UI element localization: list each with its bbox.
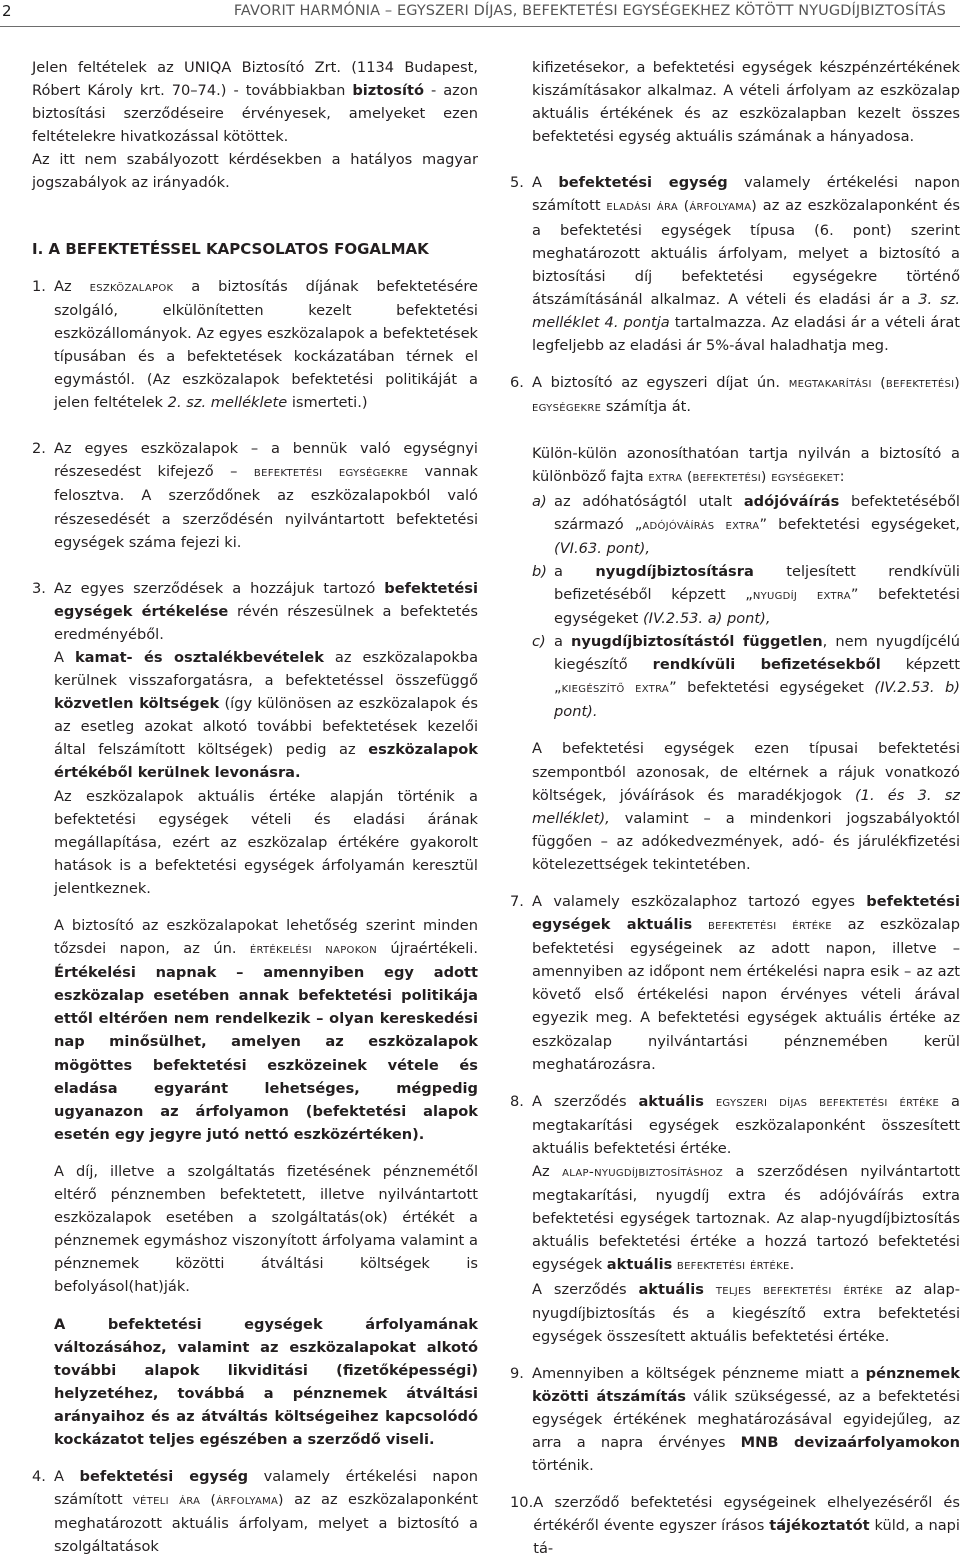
definition-item-7: 7. A valamely eszközalaphoz tartozó egyes befektetési egységek aktuális befektetési értéke az eszközalap befektetési egységeinek az adott napon, illetve – amennyiben az időpont nem értékelési napra esik – az azt követő első értékelési napon érvényes vételi árával egyezik meg. A befektetési egységek aktuális értéke az eszközalap nyilvántartási pénznemében kerül meghatározásra. [510, 893, 960, 1073]
definition-item-4: 4. A befektetési egység valamely értékelési napon számított vételi ára (árfolyama) az az eszközalaponként meghatározott aktuális árfolyam, melyet a biztosító a szolgáltatások [32, 1468, 478, 1556]
right-column [510, 56, 960, 1561]
page-header [0, 0, 960, 27]
definition-item-2: 2. Az egyes eszközalapok – a bennük való egységnyi részesedést kifejező – befektetési egységekre vannak felosztva. A szerződőnek az eszközalapokból való részesedését a szerződésén nyilvántartott befektetési egységek száma fejezi ki. [32, 440, 478, 551]
intro-paragraph-2: Az itt nem szabályozott kérdésekben a hatályos magyar jogszabályok az irányadók. [32, 151, 478, 192]
definition-item-1: 1. Az eszközalapok a biztosítás díjának befektetésére szolgáló, elkülönítetten kezelt befektetési eszközállományok. Az egyes eszközalapok a befektetések típusában és a befektetések kockázatában térnek el egymástól. (Az eszközalapok befektetési politikáját a jelen feltételek 2. sz. melléklete ismerteti.) [32, 277, 478, 412]
definition-item-3: 3. Az egyes szerződések a hozzájuk tartozó befektetési egységek értékelése révén részesülnek a befektetés eredményéből. A kamat- és osztalékbevételek az eszközalapokba kerülnek visszaforgatásra, a befektetéssel összefüggő közvetlen költségek (így különösen az eszközalapok és az esetleg azokat alkotó további befektetések kezelői által felszámított költségek) pedig az eszközalapok értékéből kerülnek levonásra. Az eszközalapok aktuális értéke alapján történik a befektetési egységek vételi és eladási árának megállapítása, ezért az eszközalap értékére gyakorolt hatások is a befektetési egységek árfolyamán keresztül jelentkeznek. A biztosító az eszközalapokat lehetőség szerint minden tőzsdei napon, az ún. értékelési napokon újraértékeli. Értékelési napnak – amennyiben egy adott eszközalap esetében annak befektetési politikája ettől eltérően nem rendelkezik – olyan kereskedési nap minősülhet, amelyen az eszközalapok mögöttes befektetési eszközeinek vétele és eladása egyaránt lehetséges, mégpedig ugyanazon az árfolyamon (befektetési alapok esetén egy jegyre jutó nettó eszközértéken). A díj, illetve a szolgáltatás fizetésének pénznemétől eltérő pénznemben befektetett, illetve nyilvántartott eszközalapok esetében a szolgáltatás(ok) értékét a pénznemek egymáshoz viszonyított árfolyama valamint a pénznemek közötti átváltási költségek is befolyásol(hat)ják. A befektetési egységek árfolyamának változásához, valamint az eszközalapokat alkotó további alapok likviditási (fizetőképességi) helyzetéhez, továbbá a pénznemek átváltási arányaihoz és az átváltás költségeihez kapcsolódó kockázatot teljes egészében a szerződő viseli. [32, 579, 479, 1448]
definition-item-8: 8. A szerződés aktuális egyszeri díjas befektetési értéke a megtakarítási egységek eszközalaponként összesített aktuális befektetési értéke. Az alap-nyugdíjbiztosításhoz a szerződésen nyilvántartott megtakarítási, nyugdíj extra és adójóváírás extra befektetési egységek tartoznak. Az alap-nyugdíjbiztosítás aktuális befektetési értéke a hozzá tartozó befektetési egységek aktuális befektetési értéke. A szerződés aktuális teljes befektetési értéke az alap-nyugdíjbiztosítás és a kiegészítő extra befektetési egységek összesített aktuális befektetési értéke. [510, 1092, 960, 1345]
page-number: 2 [2, 2, 12, 20]
definition-item-10: 10. A szerződő befektetési egységeinek elhelyezéséről és értékéről évente egyszer írásos tájékoztatót küld, a napi tá- [510, 1494, 960, 1558]
subitem-a: a) az adóhatóságtól utalt adójóváírás befektetéséből származó „adójóváírás extra” befektetési egységeket, (VI.63. pont), [532, 492, 960, 557]
definition-item-6: 6. A biztosító az egyszeri díjat ún. megtakarítási (befektetési) egységekre számítja át. Külön-külön azonosíthatóan tartja nyilván a biztosító a különböző fajta extra (befektetési) egységeket: a) az adóhatóságtól utalt adójóváírás befektetéséből származó „adójóváírás extra” befektetési egységeket, (VI.63. pont), b) a nyugdíjbiztosításra teljesített rendkívüli befizetéséből képzett „nyugdíj extra” befektetési egységeket (IV.2.53. a) pont), c) a nyugdíjbiztosítástól független, nem nyugdíjcélú kiegészítő rendkívüli befizetésekből képzett „kiegészítő extra” befektetési egységeket (IV.2.53. b) pont). A befektetési egységek ezen típusai befektetési szempontból azonosak, de eltérnek a rájuk vonatkozó költségek, jóváírások és maradékjogok (1. és 3. sz melléklet), valamint – a mindenkori jogszabályoktól függően – az adókedvezmények, adó- és járulékfizetési kötelezettségek tekintetében. [510, 374, 960, 873]
subitem-c: c) a nyugdíjbiztosítástól független, nem nyugdíjcélú kiegészítő rendkívüli befizetésekből képzett „kiegészítő extra” befektetési egységeket (IV.2.53. b) pont). [532, 633, 960, 721]
definition-item-5: 5. A befektetési egység valamely értékelési napon számított eladási ára (árfolyama) az az eszközalaponként és a befektetési egységek típusa (6. pont) szerint meghatározott aktuális árfolyam, melyet a biztosító a biztosítási díj befektetési egységekre történő átszámításánál alkalmaz. A vételi és eladási ár a 3. sz. melléklet 4. pontja tartalmazza. Az eladási ár a vételi árat legfeljebb az eladási ár 5%-ával haladhatja meg. [510, 174, 960, 355]
subitem-b: b) a nyugdíjbiztosításra teljesített rendkívüli befizetéséből képzett „nyugdíj extra” befektetési egységeket (IV.2.53. a) pont), [532, 562, 960, 627]
running-title: FAVORIT HARMÓNIA – EGYSZERI DÍJAS, BEFEKTETÉSI EGYSÉGEKHEZ KÖTÖTT NYUGDÍJBIZTOSÍTÁS [233, 3, 946, 19]
section-heading: I. A BEFEKTETÉSSEL KAPCSOLATOS FOGALMAK [32, 239, 429, 258]
definition-item-4-continued: kifizetésekor, a befektetési egységek készpénzértékének kiszámításakor alkalmaz. A vételi árfolyam az eszközalap aktuális értékének és az eszközalapban kezelt összes befektetési egység aktuális számának a hányadosa. [532, 59, 960, 146]
intro-paragraph-1: Jelen feltételek az UNIQA Biztosító Zrt. (1134 Budapest, Róbert Károly krt. 70–74.) - továbbiakban biztosító - azon biztosítási szerződéseire érvényesek, amelyeket ezen feltételekre hivatkozással kötöttek. [32, 59, 478, 146]
definition-item-9: 9. Amennyiben a költségek pénzneme miatt a pénznemek közötti átszámítás válik szükségessé, az a befektetési egységek értékének meghatározásával egyidejűleg, az arra a napra érvényes MNB devizaárfolyamokon történik. [510, 1364, 960, 1475]
left-column [32, 56, 478, 1558]
